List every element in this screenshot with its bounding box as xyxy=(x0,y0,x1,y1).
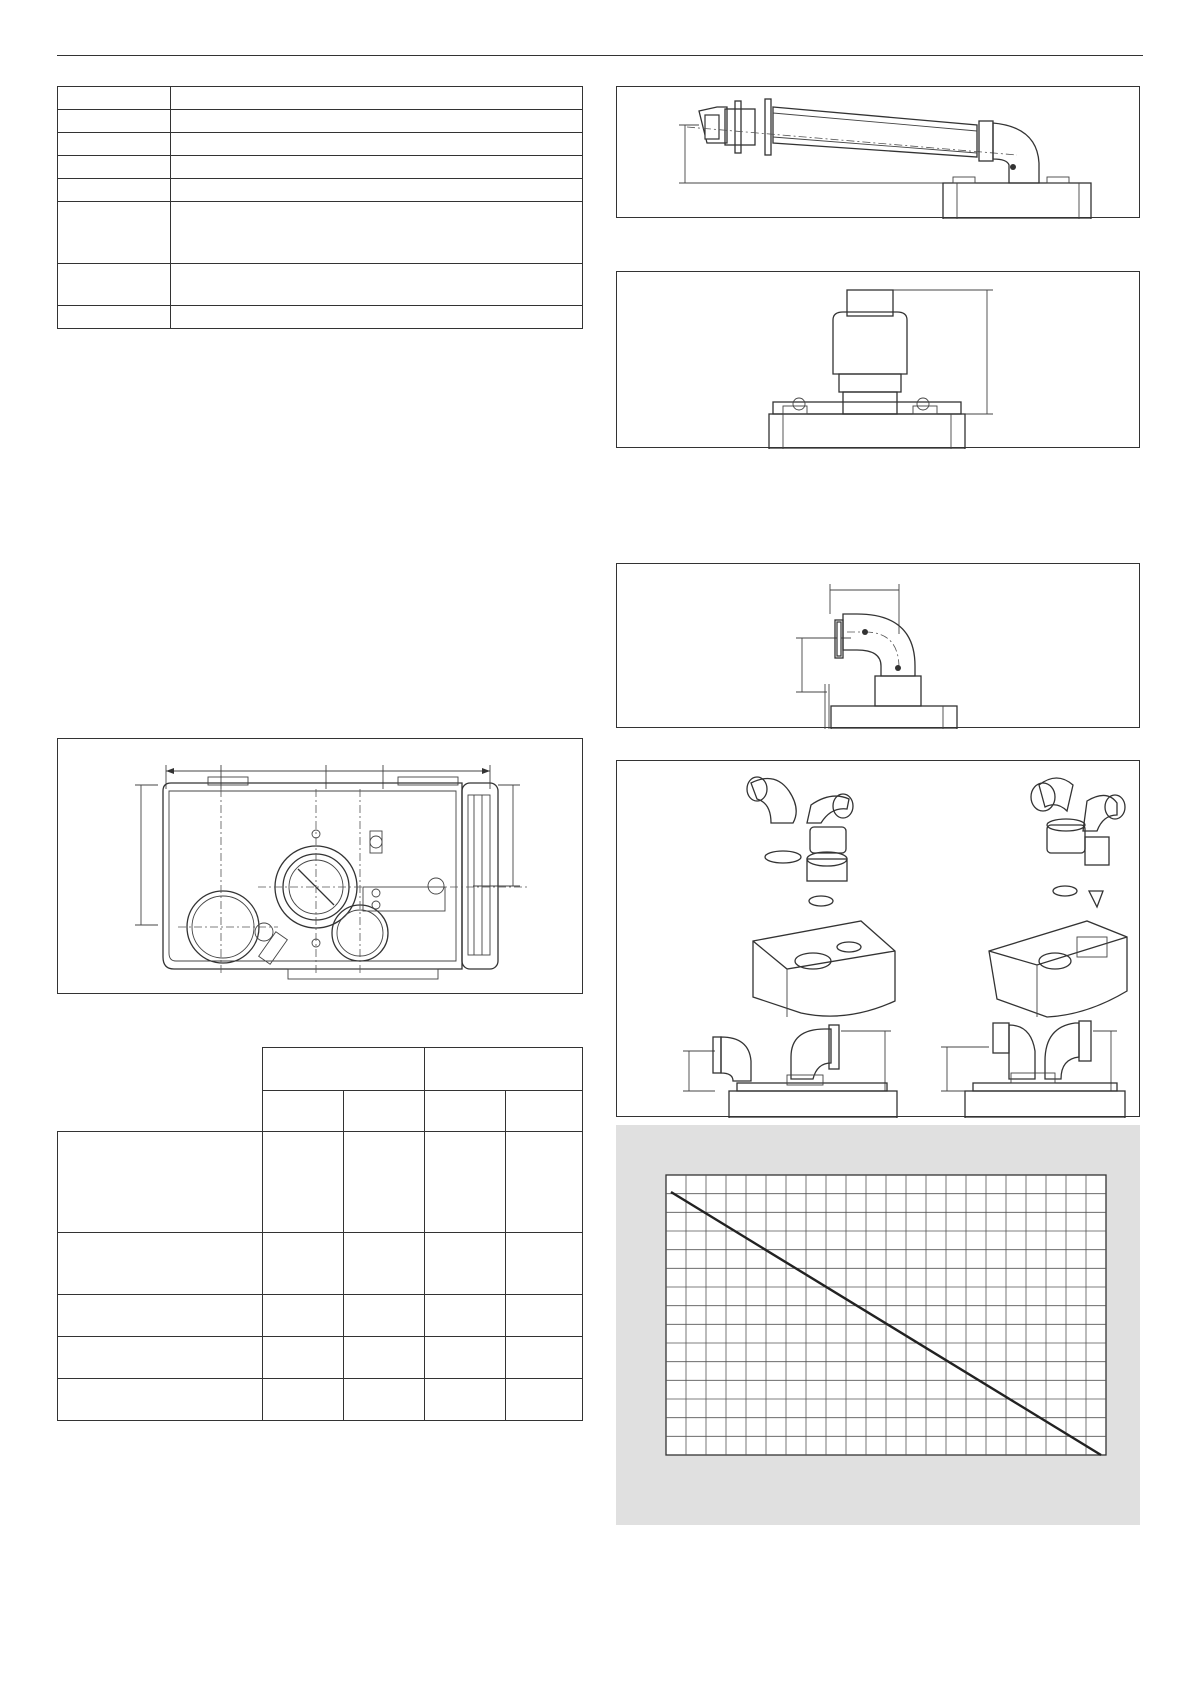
flue-resistance-chart-panel xyxy=(616,1125,1140,1525)
flue-table-group-header xyxy=(424,1048,583,1091)
flue-table-row-label xyxy=(58,1132,263,1233)
table-row xyxy=(58,202,583,264)
spec-table-label xyxy=(58,156,171,179)
flue-table-cell xyxy=(505,1233,583,1295)
twin-pipe-kit-figure xyxy=(616,760,1140,1117)
table-row xyxy=(58,156,583,179)
flue-table-cell xyxy=(343,1295,424,1337)
boiler-top-view-figure xyxy=(57,738,583,994)
flue-table-cell xyxy=(262,1295,343,1337)
header-rule xyxy=(57,55,1143,56)
flue-length-table xyxy=(57,1047,583,1421)
flue-table-sub-header xyxy=(424,1091,505,1132)
spec-table-value xyxy=(171,179,583,202)
table-row xyxy=(58,1295,583,1337)
flue-table-cell xyxy=(343,1233,424,1295)
spec-table-value xyxy=(171,110,583,133)
flue-table-cell xyxy=(262,1337,343,1379)
spec-table-label xyxy=(58,306,171,329)
flue-table-cell xyxy=(343,1379,424,1421)
flue-table-cell xyxy=(424,1233,505,1295)
flue-table-cell xyxy=(262,1132,343,1233)
flue-table-sub-header xyxy=(343,1091,424,1132)
spec-table-label xyxy=(58,110,171,133)
flue-table-cell xyxy=(343,1132,424,1233)
spec-table-label xyxy=(58,133,171,156)
flue-table-cell xyxy=(424,1132,505,1233)
table-row xyxy=(58,87,583,110)
spec-table-label xyxy=(58,179,171,202)
spec-table-value xyxy=(171,202,583,264)
vertical-adaptor-figure xyxy=(616,271,1140,448)
flue-table-cell xyxy=(343,1337,424,1379)
spec-table-label xyxy=(58,202,171,264)
flue-table-sub-header xyxy=(262,1091,343,1132)
table-row xyxy=(58,1233,583,1295)
flue-resistance-chart xyxy=(616,1125,1140,1525)
flue-table-cell xyxy=(424,1295,505,1337)
spec-table xyxy=(57,86,583,329)
flue-table-cell xyxy=(505,1132,583,1233)
spec-table-label xyxy=(58,87,171,110)
table-row xyxy=(58,110,583,133)
table-row xyxy=(58,133,583,156)
flue-table-sub-header xyxy=(505,1091,583,1132)
elbow-adaptor-figure xyxy=(616,563,1140,728)
flue-table-group-header xyxy=(262,1048,424,1091)
flue-table-cell xyxy=(505,1379,583,1421)
flue-table-cell xyxy=(262,1379,343,1421)
flue-table-cell xyxy=(424,1379,505,1421)
flue-table-cell xyxy=(505,1337,583,1379)
spec-table-value xyxy=(171,306,583,329)
table-row xyxy=(58,306,583,329)
horizontal-flue-drawing xyxy=(617,87,1141,219)
table-row xyxy=(58,1379,583,1421)
spec-table-label xyxy=(58,264,171,306)
flue-table-row-label xyxy=(58,1379,263,1421)
table-row xyxy=(58,1337,583,1379)
flue-table-cell xyxy=(505,1295,583,1337)
elbow-adaptor-drawing xyxy=(617,564,1141,729)
boiler-top-view-drawing xyxy=(58,739,584,995)
table-row xyxy=(58,179,583,202)
flue-table-row-label xyxy=(58,1337,263,1379)
spec-table-value xyxy=(171,156,583,179)
flue-table-cell xyxy=(424,1337,505,1379)
spec-table-value xyxy=(171,87,583,110)
spec-table-value xyxy=(171,264,583,306)
spec-table-value xyxy=(171,133,583,156)
table-row xyxy=(58,1132,583,1233)
vertical-adaptor-drawing xyxy=(617,272,1141,449)
flue-table-row-label xyxy=(58,1233,263,1295)
flue-table-row-label xyxy=(58,1295,263,1337)
twin-pipe-kit-drawing xyxy=(617,761,1141,1118)
table-row xyxy=(58,264,583,306)
horizontal-flue-figure xyxy=(616,86,1140,218)
flue-table-cell xyxy=(262,1233,343,1295)
